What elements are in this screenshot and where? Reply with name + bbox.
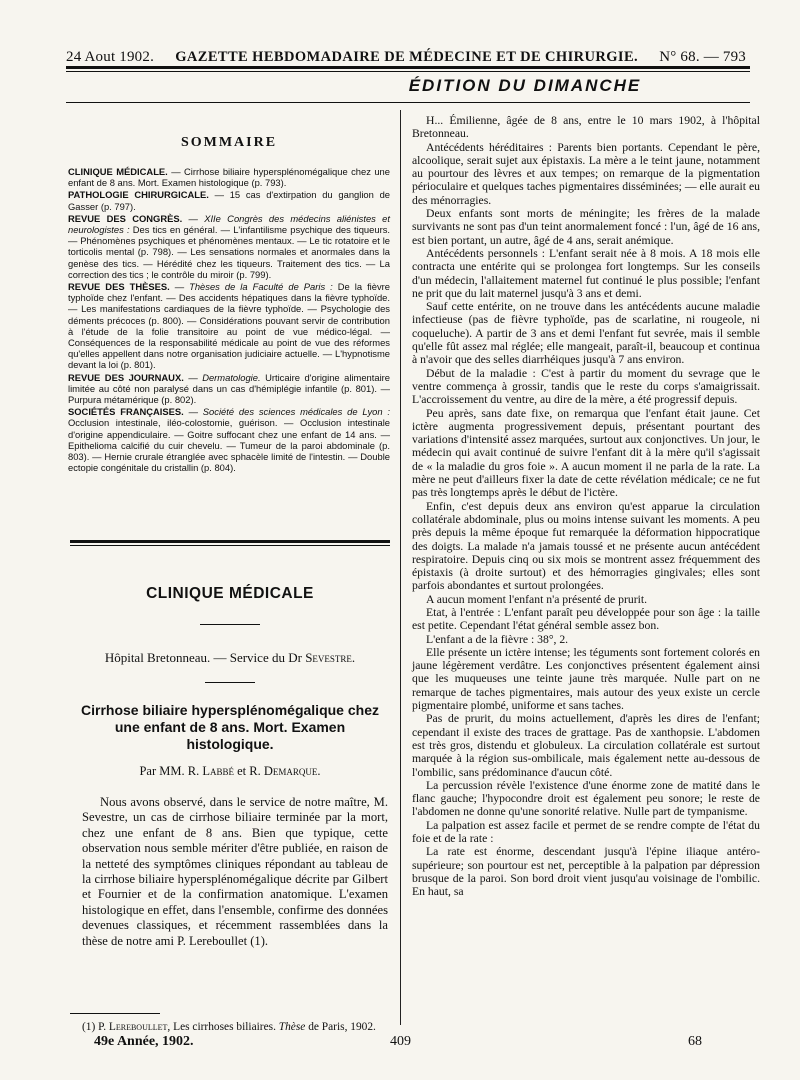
- paragraph: A aucun moment l'enfant n'a présenté de prurit.: [426, 592, 648, 606]
- footnote-rule: [70, 1013, 160, 1014]
- paragraph: La percussion révèle l'existence d'une énorme zone de matité dans le flanc gauche; l'hypocondre droit est également peu sonore; le reste de l'abdomen ne donne qu'une sonorité relative. Nulle part de tympanisme.: [412, 778, 760, 819]
- header-rule: [66, 66, 750, 69]
- sommaire-entry: REVUE DES JOURNAUX. — Dermatologie. Urticaire d'origine alimentaire limitée au côté non paralysé dans un cas d'hémiplégie infantile (p. 801). — Purpura métamérique (p. 802).: [68, 371, 390, 406]
- header-rule-thin: [66, 71, 750, 72]
- paragraph: Elle présente un ictère intense; les téguments sont fortement colorés en jaune légèrement verdâtre. Les conjonctives présentent également ainsi que les muqueuses une teinte jaune très marquée. Nulle part on ne remarque de taches pigmentaires, mais autour des yeux existe un cercle pigmentaire plombé, uniforme et sans taches.: [412, 645, 760, 713]
- paragraph: Début de la maladie : C'est à partir du moment du sevrage que le ventre commença à grossir, tandis que le reste du corps s'amaigrissait. L'accroissement du ventre, au dire de la mère, a été progressif depuis.: [412, 366, 760, 407]
- journal-title: GAZETTE HEBDOMADAIRE DE MÉDECINE ET DE CHIRURGIE.: [175, 49, 639, 65]
- paragraph: Sauf cette entérite, on ne trouve dans les antécédents aucune maladie infectieuse (pas de fièvre typhoïde, pas de scarlatine, ni rougeole, ni coqueluche). A partir de 3 ans et demi l'enfant fut sevrée, mais il semble qu'elle fût assez mal réglée; elle mangeait, paraît-il, beaucoup et continua à n'avoir que des selles diarrhéiques jusqu'à 7 ans environ.: [412, 300, 760, 367]
- header-date: 24 Aout 1902.: [66, 49, 155, 65]
- issue-number: N° 68. — 793: [659, 49, 746, 65]
- column-divider: [400, 110, 401, 1025]
- case-report-column: [412, 114, 760, 899]
- sommaire-entry: REVUE DES THÈSES. — Thèses de la Faculté de Paris : De la fièvre typhoïde chez l'enfant. — Des accidents hépatiques dans la fièvre typhoïde. — Les manifestations cardiaques de la fièvre typhoïde. — Psychologie des déments précoces (p. 800). — Considérations pouvant servir de contribution à l'étude de la folie transitoire au point de vue médico-légal. — Conséquences de la responsabilité médicale au point de vue des réformes qu'elles appellent dans notre organisation judiciaire actuelle. — L'hypnotisme devant la loi (p. 801).: [68, 281, 390, 371]
- paragraph: Enfin, c'est depuis deux ans environ qu'est apparue la circulation collatérale abdominale, plus ou moins intense suivant les moments. A peu près depuis la même époque fut remarquée la déformation hippocratique des doigts. La malade n'a jamais toussé et ne présente aucun antécédent respiratoire. Depuis cinq ou six mois se montrent assez fréquemment des épistaxis (à droite surtout) et des hémorragies gingivales; elles sont parfois abondantes et surtout prolongées.: [412, 499, 760, 593]
- paragraph: Deux enfants sont morts de méningite; les frères de la malade survivants ne sont pas d'un teint anormalement foncé : l'un, âgé de 16 ans, est bien portant, un autre, âgé de 4 ans, serait anémique.: [412, 207, 760, 247]
- paragraph: Antécédents personnels : L'enfant serait née à 8 mois. A 18 mois elle contracta une entérite qui se prolongea fort longtemps. Sur les conseils d'un médecin, l'allaitement maternel fut continué le plus possible; l'enfant ne prit que du lait maternel jusqu'à 3 ans et demi.: [412, 246, 760, 300]
- footnote: (1) P. Lereboullet, Les cirrhoses biliaires. Thèse de Paris, 1902.: [82, 1021, 376, 1033]
- short-rule: [205, 682, 255, 683]
- footer-number: 68: [688, 1034, 702, 1049]
- hospital-line: Hôpital Bretonneau. — Service du Dr Sevestre.: [104, 650, 356, 665]
- sommaire-entry: SOCIÉTÉS FRANÇAISES. — Société des sciences médicales de Lyon : Occlusion intestinale, iléo-colostomie, guérison. — Occlusion intestinale d'origine appendiculaire. — Goitre suffocant chez une enfant de 14 ans. — Epithelioma calcifié du cuir chevelu. — Tumeur de la paroi abdominale (p. 803). — Hernie crurale étranglée avec sphacèle limité de l'intestin. — Double ectopie congénitale du cristallin (p. 804).: [68, 406, 390, 474]
- sommaire-entry: CLINIQUE MÉDICALE. — Cirrhose biliaire hypersplénomégalique chez une enfant de 8 ans. Mort. Examen histologique (p. 793).: [68, 166, 390, 189]
- sommaire-list: [68, 166, 390, 474]
- sommaire-title: SOMMAIRE: [180, 135, 278, 150]
- paragraph: Etat, à l'entrée : L'enfant paraît peu développée pour son âge : la taille est petite. Cependant l'état général semble assez bon.: [412, 605, 760, 633]
- sommaire-entry: REVUE DES CONGRÈS. — XIIe Congrès des médecins aliénistes et neurologistes : Des tics en général. — L'infantilisme psychique des tiqueurs. — Phénomènes psychiques et phénomènes mentaux. — Le tic rotatoire et le torticolis mental (p. 798). — Les sensations normales et anormales dans la genèse des tics. — Hérédité chez les tiqueurs. Traitement des tics. — La correction des tics ; le contrôle du miroir (p. 799).: [68, 212, 390, 280]
- footer-year: 49e Année, 1902.: [94, 1034, 194, 1049]
- edition-rule: [66, 102, 750, 103]
- edition-banner: ÉDITION DU DIMANCHE: [408, 76, 642, 95]
- page-header: [66, 40, 746, 66]
- section-rule-thin: [70, 545, 390, 546]
- short-rule: [200, 624, 260, 625]
- article-title: Cirrhose biliaire hypersplénomégalique chez une enfant de 8 ans. Mort. Examen histologique.: [81, 702, 379, 752]
- paragraph: L'enfant a de la fièvre : 38°, 2.: [426, 632, 569, 646]
- sommaire-entry: PATHOLOGIE CHIRURGICALE. — 15 cas d'extirpation du ganglion de Gasser (p. 797).: [68, 189, 391, 212]
- footer-page: 409: [390, 1034, 411, 1049]
- paragraph: Antécédents héréditaires : Parents bien portants. Cependant le père, alcoolique, serait sujet aux épistaxis. La mère a le teint jaune, notamment au pourtour des lèvres et aux tempes; on remarque de la pigmentation périoculaire et quelques taches pigmentaires disséminées; — elle aurait eu des ménorragies.: [412, 140, 760, 207]
- paragraph: Pas de prurit, du moins actuellement, d'après les dires de l'enfant; cependant il existe des traces de grattage. Pas de xanthopsie. L'abdomen est très gros, distendu et globuleux. La circulation collatérale est surtout marquée à la région sus-ombilicale, mais également nette au-dessous de l'ombilic, sans prédominance d'aucun côté.: [412, 712, 760, 779]
- section-rule: [70, 540, 390, 543]
- paragraph: H... Émilienne, âgée de 8 ans, entre le 10 mars 1902, à l'hôpital Bretonneau.: [412, 114, 760, 141]
- paragraph: La palpation est assez facile et permet de se rendre compte de l'état du foie et de la rate :: [412, 818, 760, 846]
- section-title: CLINIQUE MÉDICALE: [146, 585, 314, 602]
- article-intro: Nous avons observé, dans le service de notre maître, M. Sevestre, un cas de cirrhose biliaire terminée par la mort, chez une enfant de 8 ans. Bien que typique, cette observation nous semble mériter d'être publiée, en raison de la netteté des symptômes cliniques répondant au tableau de la cirrhose biliaire hypersplénomégalique décrite par Gilbert et Fournier et de la confirmation anatomique. L'examen histologique en effet, dans l'ensemble, confirme des données devenues classiques, et récemment rassemblées dans la thèse de notre ami P. Lereboullet (1).: [82, 795, 388, 948]
- paragraph: La rate est énorme, descendant jusqu'à l'épine iliaque antéro-supérieure; son pourtour est net, perceptible à la palpation par dépression brusque de la paroi. Son bord droit vient jusqu'au voisinage de l'ombilic. En haut, sa: [412, 845, 760, 899]
- paragraph: Peu après, sans date fixe, on remarqua que l'enfant était jaune. Cet ictère augmenta progressivement depuis, présentant pourtant des variations d'intensité assez marquées, surtout aux conjonctives. Un jour, le médecin qui avait continué de suivre l'enfant dit à la mère qu'il s'agissait de « la maladie du gros foie ». A aucun moment il ne parla de la rate. La mère ne peut d'ailleurs fixer la date de cette révélation médicale; ce ne fut pas très longtemps après le début de l'ictère.: [412, 406, 760, 500]
- article-authors: Par MM. R. Labbé et R. Demarque.: [139, 764, 321, 778]
